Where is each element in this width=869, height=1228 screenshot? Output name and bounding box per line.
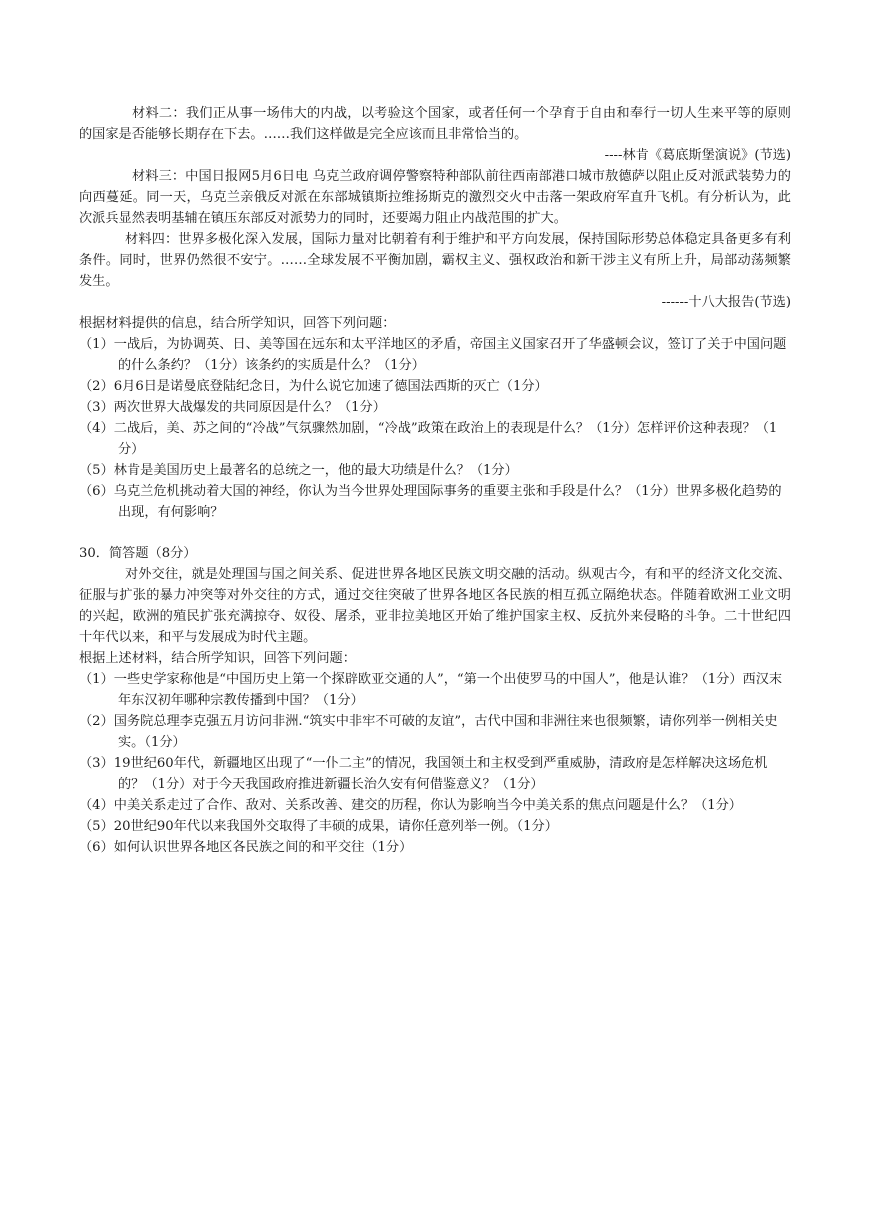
q30-item-3: （3）19世纪60年代，新疆地区出现了“一仆二主”的情况，我国领土和主权受到严重威胁，清政府是怎样解决这场危机的？（1分）对于今天我国政府推进新疆长治久安有何借鉴意义？（1分）: [79, 756, 768, 792]
q29-item-1: （1）一战后，为协调英、日、美等国在远东和太平洋地区的矛盾，帝国主义国家召开了华盛顿会议，签订了关于中国问题的什么条约？（1分）该条约的实质是什么？（1分）: [79, 337, 787, 373]
q30-item-4: （4）中美关系走过了合作、敌对、关系改善、建交的历程，你认为影响当今中美关系的焦点问题是什么？（1分）: [79, 798, 742, 813]
material-two-text: 材料二：我们正从事一场伟大的内战，以考验这个国家，或者任何一个孕育于自由和奉行一切人生来平等的原则的国家是否能够长期存在下去。……我们这样做是完全应该而且非常恰当的。: [79, 106, 791, 142]
q29-item-5: （5）林肯是美国历史上最著名的总统之一，他的最大功绩是什么？（1分）: [79, 463, 518, 478]
exam-page: [79, 103, 791, 858]
material-two-source: ----林肯《葛底斯堡演说》(节选): [604, 148, 791, 163]
material-three-text: 材料三：中国日报网5月6日电 乌克兰政府调停警察特种部队前往西南部港口城市敖德萨以阻止反对派武装势力的向西蔓延。同一天，乌克兰亲俄反对派在东部城镇斯拉维扬斯克的激烈交火中击落一架政府军直升飞机。有分析认为，此次派兵显然表明基辅在镇压东部反对派势力的同时，还要竭力阻止内战范围的扩大。: [79, 169, 791, 226]
q30-item-6: （6）如何认识世界各地区各民族之间的和平交往（1分）: [79, 840, 413, 855]
q29-item-6: （6）乌克兰危机挑动着大国的神经，你认为当今世界处理国际事务的重要主张和手段是什么？（1分）世界多极化趋势的出现，有何影响？: [79, 484, 782, 520]
material-four-text: 材料四：世界多极化深入发展，国际力量对比朝着有利于维护和平方向发展，保持国际形势总体稳定具备更多有利条件。同时，世界仍然很不安宁。……全球发展不平衡加剧，霸权主义、强权政治和新干涉主义有所上升，局部动荡频繁发生。: [79, 232, 791, 289]
material-four-source: ------十八大报告(节选): [661, 295, 791, 310]
section-gap: [79, 523, 791, 543]
q29-intro: 根据材料提供的信息，结合所学知识，回答下列问题：: [79, 316, 396, 331]
q29-item-4: （4）二战后，美、苏之间的“冷战”气氛骤然加剧，“冷战”政策在政治上的表现是什么？（1分）怎样评价这种表现？（1分）: [79, 421, 778, 457]
q29-item-2: （2）6月6日是诺曼底登陆纪念日，为什么说它加速了德国法西斯的灭亡（1分）: [79, 379, 548, 394]
q30-intro: 根据上述材料，结合所学知识，回答下列问题：: [79, 651, 356, 666]
q29-item-3: （3）两次世界大战爆发的共同原因是什么？（1分）: [79, 400, 386, 415]
q30-passage: 对外交往，就是处理国与国之间关系、促进世界各地区民族文明交融的活动。纵观古今，有和平的经济文化交流、征服与扩张的暴力冲突等对外交往的方式，通过交往突破了世界各地区各民族的相互孤立隔绝状态。伴随着欧洲工业文明的兴起，欧洲的殖民扩张充满掠夺、奴役、屠杀，亚非拉美地区开始了维护国家主权、反抗外来侵略的斗争。二十世纪四十年代以来，和平与发展成为时代主题。: [79, 567, 791, 645]
q30-item-2: （2）国务院总理李克强五月访问非洲.“筑实中非牢不可破的友谊”，古代中国和非洲往来也很频繁，请你列举一例相关史实。（1分）: [79, 714, 778, 750]
q30-item-5: （5）20世纪90年代以来我国外交取得了丰硕的成果，请你任意列举一例。（1分）: [79, 819, 558, 834]
q30-item-1: （1）一些史学家称他是“中国历史上第一个探辟欧亚交通的人”，“第一个出使罗马的中国人”，他是认谁？（1分）西汉末年东汉初年哪种宗教传播到中国？（1分）: [79, 672, 783, 708]
q30-title: 30．简答题（8分）: [79, 546, 197, 561]
